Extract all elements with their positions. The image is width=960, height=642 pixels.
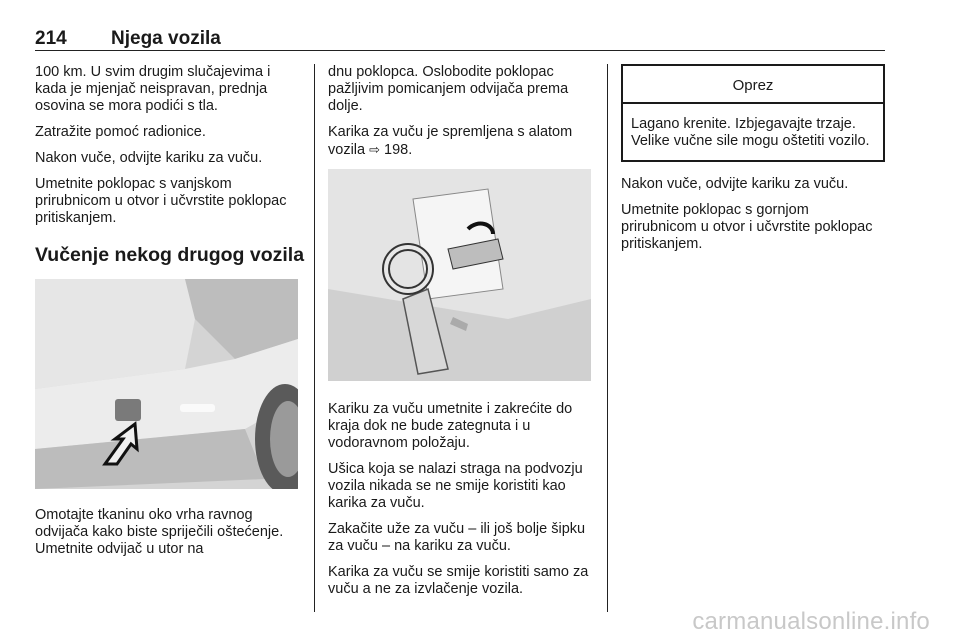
figure-car-rear-bumper — [35, 279, 298, 489]
paragraph: Umetnite poklopac s vanjskom prirubnicom u otvor i učvrstite poklopac pritiskanjem. — [35, 176, 287, 226]
paragraph: 100 km. U svim drugim slučajevima i kada je mjenjač neispravan, prednja osovina se mora podići s tla. — [35, 64, 271, 114]
section-title: Njega vozila — [111, 28, 221, 49]
paragraph: Umetnite poklopac s gornjom prirubnicom u otvor i učvrstite poklopac pritiskanjem. — [621, 202, 873, 252]
paragraph-text: Karika za vuču je spremljena s alatom vozila — [328, 124, 573, 158]
paragraph — [328, 124, 598, 159]
column-divider-2 — [607, 64, 608, 612]
header-divider — [35, 50, 885, 51]
column-3 — [621, 64, 885, 262]
caution-title: Oprez — [623, 66, 883, 104]
paragraph: Zatražite pomoć radionice. — [35, 124, 206, 140]
paragraph: Omotajte tkaninu oko vrha ravnog odvijača kako biste spriječili oštećenje. Umetnite odvijač u utor na — [35, 507, 284, 557]
paragraph: Karika za vuču se smije koristiti samo za vuču a ne za izvlačenje vozila. — [328, 564, 589, 597]
paragraph: Kariku za vuču umetnite i zakrećite do kraja dok ne bude zategnuta i u vodoravnom položaju. — [328, 401, 573, 451]
column-1 — [35, 64, 305, 567]
paragraph: Ušica koja se nalazi straga na podvozju vozila nikada se ne smije koristiti kao karika za vuču. — [328, 461, 583, 511]
caution-box — [621, 64, 885, 162]
section-heading: Vučenje nekog drugog vozila — [35, 244, 305, 266]
paragraph: Nakon vuče, odvijte kariku za vuču. — [35, 150, 263, 166]
caution-text: Lagano krenite. Izbjegavajte trzaje. Velike vučne sile mogu oštetiti vozilo. — [631, 116, 870, 149]
page-reference[interactable]: 198. — [384, 142, 413, 158]
paragraph: dnu poklopca. Oslobodite poklopac pažljivim pomicanjem odvijača prema dolje. — [328, 64, 569, 114]
figure-towing-eye-insertion — [328, 169, 591, 381]
reference-arrow-icon: ⇨ — [369, 142, 381, 157]
paragraph: Zakačite uže za vuču – ili još bolje šipku za vuču – na kariku za vuču. — [328, 521, 586, 554]
watermark: carmanualsonline.info — [692, 608, 930, 635]
column-divider-1 — [314, 64, 315, 612]
page-number: 214 — [35, 28, 67, 49]
column-2 — [328, 64, 598, 607]
paragraph: Nakon vuče, odvijte kariku za vuču. — [621, 176, 849, 192]
